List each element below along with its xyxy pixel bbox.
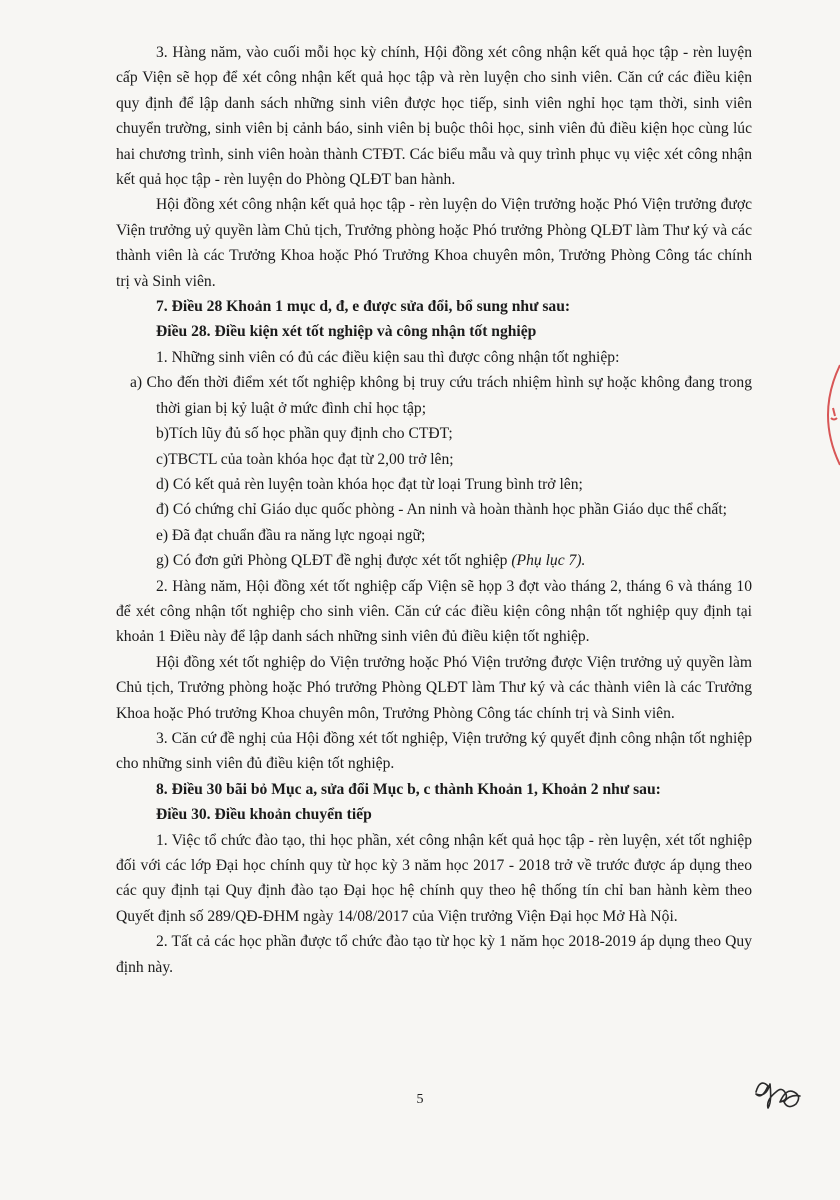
paragraph-graduation-council: Hội đồng xét tốt nghiệp do Viện trưởng hoặc Phó Viện trưởng được Viện trưởng uỷ quyền làm Chủ tịch, Trưởng phòng hoặc Phó trưởng Phòng QLĐT làm Thư ký và các thành viên là các Trưởng Khoa hoặc Phó trưởng Khoa chuyên môn, Trưởng Phòng Công tác chính trị và Sinh viên. bbox=[116, 653, 752, 722]
amendment-heading-8: 8. Điều 30 bãi bỏ Mục a, sửa đổi Mục b, c thành Khoản 1, Khoản 2 như sau: bbox=[156, 780, 661, 798]
paragraph-graduation-conditions: 1. Những sinh viên có đủ các điều kiện sau thì được công nhận tốt nghiệp: bbox=[156, 348, 620, 366]
condition-d: d) Có kết quả rèn luyện toàn khóa học đạt từ loại Trung bình trở lên; bbox=[156, 475, 583, 493]
red-stamp-edge bbox=[806, 360, 840, 470]
condition-g bbox=[116, 548, 752, 573]
condition-a: a) Cho đến thời điểm xét tốt nghiệp không bị truy cứu trách nhiệm hình sự hoặc không đang trong thời gian bị kỷ luật ở mức đình chỉ học tập; bbox=[130, 374, 752, 417]
paragraph-council-results: Hội đồng xét công nhận kết quả học tập - rèn luyện do Viện trưởng hoặc Phó Viện trưởng được Viện trưởng uỷ quyền làm Chủ tịch, Trưởng phòng hoặc Phó trưởng Phòng QLĐT làm Thư ký và các thành viên là các Trưởng Khoa hoặc Phó Trưởng Khoa chuyên môn, Trưởng Phòng Công tác chính trị và Sinh viên. bbox=[116, 196, 752, 290]
condition-dd: đ) Có chứng chỉ Giáo dục quốc phòng - An ninh và hoàn thành học phần Giáo dục thể chất; bbox=[156, 501, 727, 519]
paragraph-transition-1: 1. Việc tổ chức đào tạo, thi học phần, xét công nhận kết quả học tập - rèn luyện, xét tốt nghiệp đối với các lớp Đại học chính quy từ học kỳ 3 năm học 2017 - 2018 trở về trước được áp dụng theo các quy định tại Quy định đào tạo Đại học hệ chính quy theo hệ thống tín chỉ ban hành kèm theo Quyết định số 289/QĐ-ĐHM ngày 14/08/2017 của Viện trưởng Viện Đại học Mở Hà Nội. bbox=[116, 831, 752, 925]
document-body bbox=[116, 40, 752, 980]
paragraph-transition-2: 2. Tất cả các học phần được tổ chức đào tạo từ học kỳ 1 năm học 2018-2019 áp dụng theo Quy định này. bbox=[116, 933, 752, 976]
paragraph-graduation-decision: 3. Căn cứ đề nghị của Hội đồng xét tốt nghiệp, Viện trưởng ký quyết định công nhận tốt nghiệp cho những sinh viên đủ điều kiện tốt nghiệp. bbox=[116, 729, 752, 773]
condition-g-text: g) Có đơn gửi Phòng QLĐT đề nghị được xét tốt nghiệp bbox=[156, 552, 512, 570]
article-28-heading: Điều 28. Điều kiện xét tốt nghiệp và công nhận tốt nghiệp bbox=[156, 323, 537, 341]
condition-c: c)TBCTL của toàn khóa học đạt từ 2,00 trở lên; bbox=[156, 450, 454, 468]
page-number: 5 bbox=[416, 1092, 424, 1107]
condition-b: b)Tích lũy đủ số học phần quy định cho CTĐT; bbox=[156, 425, 453, 443]
article-30-heading: Điều 30. Điều khoản chuyển tiếp bbox=[156, 806, 372, 824]
paragraph-clause-3: 3. Hàng năm, vào cuối mỗi học kỳ chính, Hội đồng xét công nhận kết quả học tập - rèn luyện cấp Viện sẽ họp để xét công nhận kết quả học tập và rèn luyện cho sinh viên. Căn cứ các điều kiện quy định để lập danh sách những sinh viên được học tiếp, sinh viên nghỉ học tạm thời, sinh viên chuyển trường, sinh viên bị cảnh báo, sinh viên bị buộc thôi học, sinh viên đủ điều kiện học cùng lúc hai chương trình, sinh viên hoàn thành CTĐT. Các biểu mẫu và quy trình phục vụ việc xét công nhận kết quả học tập - rèn luyện do Phòng QLĐT ban hành. bbox=[116, 44, 752, 189]
paragraph-graduation-sessions: 2. Hàng năm, Hội đồng xét tốt nghiệp cấp Viện sẽ họp 3 đợt vào tháng 2, tháng 6 và tháng 10 để xét công nhận tốt nghiệp cho sinh viên. Căn cứ các điều kiện công nhận tốt nghiệp quy định tại khoản 1 Điều này để lập danh sách những sinh viên đủ điều kiện tốt nghiệp. bbox=[116, 577, 752, 646]
condition-e: e) Đã đạt chuẩn đầu ra năng lực ngoại ngữ; bbox=[156, 526, 426, 544]
amendment-heading-7: 7. Điều 28 Khoản 1 mục d, đ, e được sửa đổi, bổ sung như sau: bbox=[156, 298, 571, 316]
appendix-reference: (Phụ lục 7). bbox=[511, 552, 586, 570]
